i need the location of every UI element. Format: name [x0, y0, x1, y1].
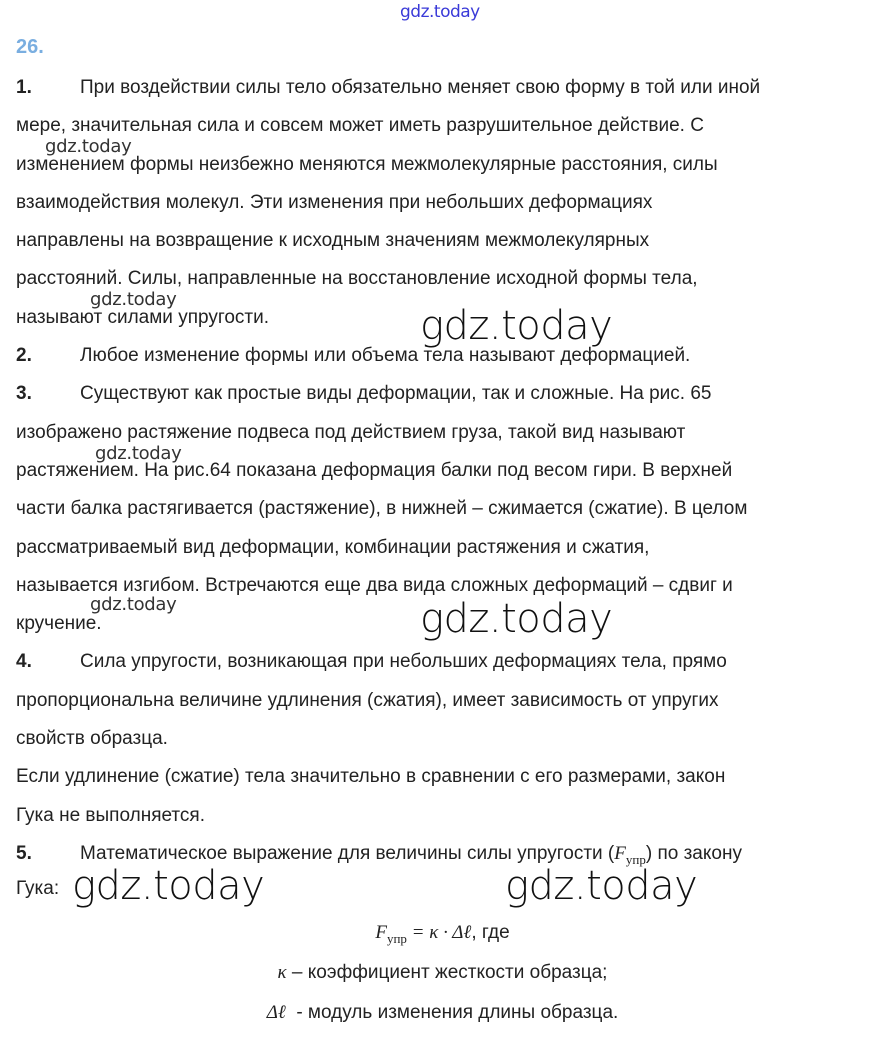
paragraph-number: 5.: [16, 843, 32, 864]
paragraph-5: [16, 835, 885, 873]
line-text: расстояний. Силы, направленные на восстановление исходной формы тела,: [16, 268, 698, 290]
text-line: [16, 643, 885, 681]
watermark-large: gdz.today: [420, 596, 613, 642]
paragraph-number: 1.: [16, 77, 32, 98]
line-text: направлены на возвращение к исходным значениям межмолекулярных: [16, 230, 650, 252]
line-text: изменением формы неизбежно меняются межмолекулярные расстояния, силы: [16, 153, 718, 175]
symbol-delta-l: Δℓ: [266, 1002, 286, 1023]
text-line: [16, 490, 885, 528]
text-line: [16, 720, 885, 758]
watermark-top: gdz.today: [400, 2, 480, 22]
text-line: [16, 529, 885, 567]
paragraph-number: 4.: [16, 651, 32, 673]
line-text: пропорциональна величине удлинения (сжатия), имеет зависимость от упругих: [16, 689, 719, 711]
watermark-large: gdz.today: [420, 303, 613, 349]
symbol-f: F: [375, 922, 387, 943]
line-text: Любое изменение формы или объема тела называют деформацией.: [80, 345, 691, 367]
line-text: Гука не выполняется.: [16, 804, 205, 826]
formula-tail: , где: [471, 922, 510, 943]
text-line: [16, 758, 885, 796]
line-text: называют силами упругости.: [16, 306, 270, 328]
text: Математическое выражение для величины силы упругости (: [80, 843, 615, 864]
line-text: Если удлинение (сжатие) тела значительно в сравнении с его размерами, закон: [16, 766, 726, 788]
symbol-k: κ: [277, 962, 287, 983]
watermark: gdz.today: [90, 594, 177, 615]
formula-symbol: F: [614, 843, 626, 864]
text-line: [16, 797, 885, 835]
line-text: изображено растяжение подвеса под действием груза, такой вид называют: [16, 421, 686, 443]
text-line: [16, 69, 885, 107]
paragraph-number: 3.: [16, 383, 32, 405]
line-text: называется изгибом. Встречаются еще два вида сложных деформаций – сдвиг и: [16, 574, 733, 596]
formula-rhs: = κ · Δℓ: [406, 922, 472, 943]
definition-dl: [0, 1002, 885, 1024]
line-text: мере, значительная сила и совсем может иметь разрушительное действие. С: [16, 115, 704, 137]
text-line: [16, 146, 885, 184]
watermark: gdz.today: [45, 136, 132, 157]
definition-text: – коэффициент жесткости образца;: [286, 962, 608, 983]
line-text: растяжением. На рис.64 показана деформация балки под весом гири. В верхней: [16, 459, 733, 481]
text-line: [16, 184, 885, 222]
hooke-formula: [0, 922, 885, 947]
text-line: [16, 682, 885, 720]
definition-text: - модуль изменения длины образца.: [285, 1002, 619, 1023]
line-text: свойств образца.: [16, 728, 168, 750]
line-text: кручение.: [16, 613, 102, 635]
paragraph-number: 2.: [16, 345, 32, 367]
subscript: упр: [386, 930, 407, 946]
line-text: При воздействии силы тело обязательно меняет свою форму в той или иной: [80, 77, 761, 98]
definition-k: [0, 962, 885, 984]
task-number: 26.: [16, 36, 44, 58]
gyka-label: Гука:: [16, 878, 60, 899]
watermark: gdz.today: [95, 443, 182, 464]
line-text: взаимодействия молекул. Эти изменения при небольших деформациях: [16, 191, 653, 213]
line-text: Сила упругости, возникающая при небольших деформациях тела, прямо: [80, 651, 727, 673]
line-text: рассматриваемый вид деформации, комбинации растяжения и сжатия,: [16, 536, 650, 558]
text-line: [16, 375, 885, 413]
text-line: [16, 107, 885, 145]
line-text: части балка растягивается (растяжение), в нижней – сжимается (сжатие). В целом: [16, 498, 748, 520]
watermark-large: gdz.today: [505, 863, 698, 909]
subscript: упр: [625, 851, 646, 867]
text: ) по закону: [645, 843, 742, 864]
watermark-large: gdz.today: [72, 863, 265, 909]
line-text: Существуют как простые виды деформации, так и сложные. На рис. 65: [80, 383, 712, 405]
watermark: gdz.today: [90, 289, 177, 310]
text-line: [16, 222, 885, 260]
